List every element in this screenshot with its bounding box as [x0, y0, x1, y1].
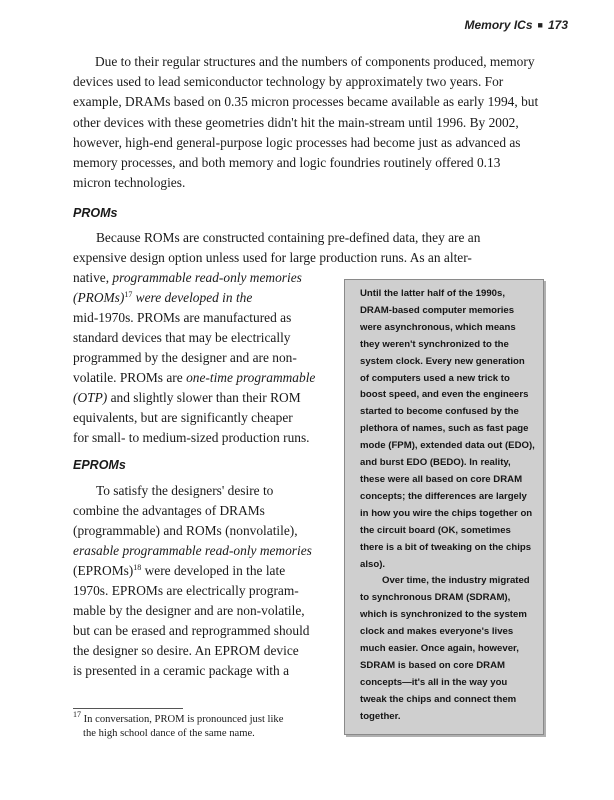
proms-line-1: Because ROMs are constructed containing pre-defined data, they are an [96, 230, 481, 245]
proms-line-9-text: and slightly slower than their ROM [107, 390, 301, 405]
footnote-rule [73, 708, 183, 709]
eproms-line-5 [73, 561, 285, 581]
footnote [73, 710, 343, 741]
proms-term: programmable read-only memories [112, 270, 302, 285]
separator-glyph: ■ [537, 20, 543, 30]
eproms-term: erasable programmable read-only memories [73, 543, 312, 558]
otp-term: one-time programmable [186, 370, 316, 385]
footnote-number: 17 [73, 710, 81, 719]
footnote-ref-18: 18 [133, 563, 142, 572]
intro-paragraph: Due to their regular structures and the numbers of components produced, memory devices used to lead semiconductor technology by approximately two years. For example, DRAMs based on 0.35 micron processes became available as early 1994, but other devices with these geometries didn't hit the main-stream until 1996. By 2002, however, high-end general-purpose logic processes had become just as advanced as memory processes, and both memory and logic foundries routinely offered 0.13 micron technologies. [73, 54, 539, 191]
footnote-ref-17: 17 [124, 290, 133, 299]
proms-line-8 [73, 368, 315, 388]
eproms-heading: EPROMs [73, 458, 126, 472]
proms-line-11: for small- to medium-sized production runs. [73, 430, 310, 445]
page-number: 173 [547, 18, 568, 32]
otp-acronym: (OTP) [73, 390, 108, 405]
proms-line-2: expensive design option unless used for large production runs. As an alter- [73, 250, 472, 265]
eproms-line-9: the designer so desire. An EPROM device [73, 643, 299, 658]
proms-heading: PROMs [73, 206, 118, 220]
proms-line-10: equivalents, but are significantly cheaper [73, 410, 293, 425]
running-header [465, 18, 569, 32]
proms-line-3-text: native, [73, 270, 113, 285]
eproms-line-7: mable by the designer and are non-volatile, [73, 603, 305, 618]
proms-line-8-text: volatile. PROMs are [73, 370, 187, 385]
eproms-line-2: combine the advantages of DRAMs [73, 503, 265, 518]
sidebar-paragraph-1: Until the latter half of the 1990s, DRAM-based computer memories were asynchronous, which means they weren't synchronized to the system clock. Every new generation of computers used a new trick to boost speed, and even the engineers started to become confused by the plethora of names, such as fast page mode (FPM), extended data out (EDO), and burst EDO (BEDO). In reality, these were all based on core DRAM concepts; the differences are largely in how you wire the chips together on the circuit board (OK, sometimes there is a bit of tweaking on the chips also). [360, 288, 535, 570]
proms-line-6: standard devices that may be electrically [73, 330, 291, 345]
proms-line-4 [73, 288, 252, 308]
footnote-text-2: the high school dance of the same name. [83, 728, 255, 739]
eproms-line-8: but can be erased and reprogrammed should [73, 623, 310, 638]
running-title: Memory ICs [464, 18, 533, 32]
eproms-line-1: To satisfy the designers' desire to [96, 483, 274, 498]
proms-acronym: (PROMs) [73, 290, 125, 305]
proms-line-7: programmed by the designer and are non- [73, 350, 297, 365]
eproms-line-3: (programmable) and ROMs (nonvolatile), [73, 523, 298, 538]
eproms-line-5-text: were developed in the late [141, 563, 286, 578]
eproms-line-6: 1970s. EPROMs are electrically program- [73, 583, 299, 598]
proms-line-9 [73, 388, 301, 408]
eproms-line-10: is presented in a ceramic package with a [73, 663, 290, 678]
sidebar-text [360, 286, 536, 726]
footnote-text-1: In conversation, PROM is pronounced just like [81, 714, 284, 725]
eproms-line-4 [73, 541, 312, 561]
sidebar-paragraph-2: Over time, the industry migrated to synchronous DRAM (SDRAM), which is synchronized to the system clock and makes everyone's lives much easier. Once again, however, SDRAM is based on core DRAM concepts—it's all in the way you tweak the chips and connect them together. [360, 575, 530, 722]
eproms-acronym: (EPROMs) [73, 563, 134, 578]
proms-line-4-text: were developed in the [132, 290, 253, 305]
proms-line-3 [73, 268, 302, 288]
proms-line-5: mid-1970s. PROMs are manufactured as [73, 310, 292, 325]
